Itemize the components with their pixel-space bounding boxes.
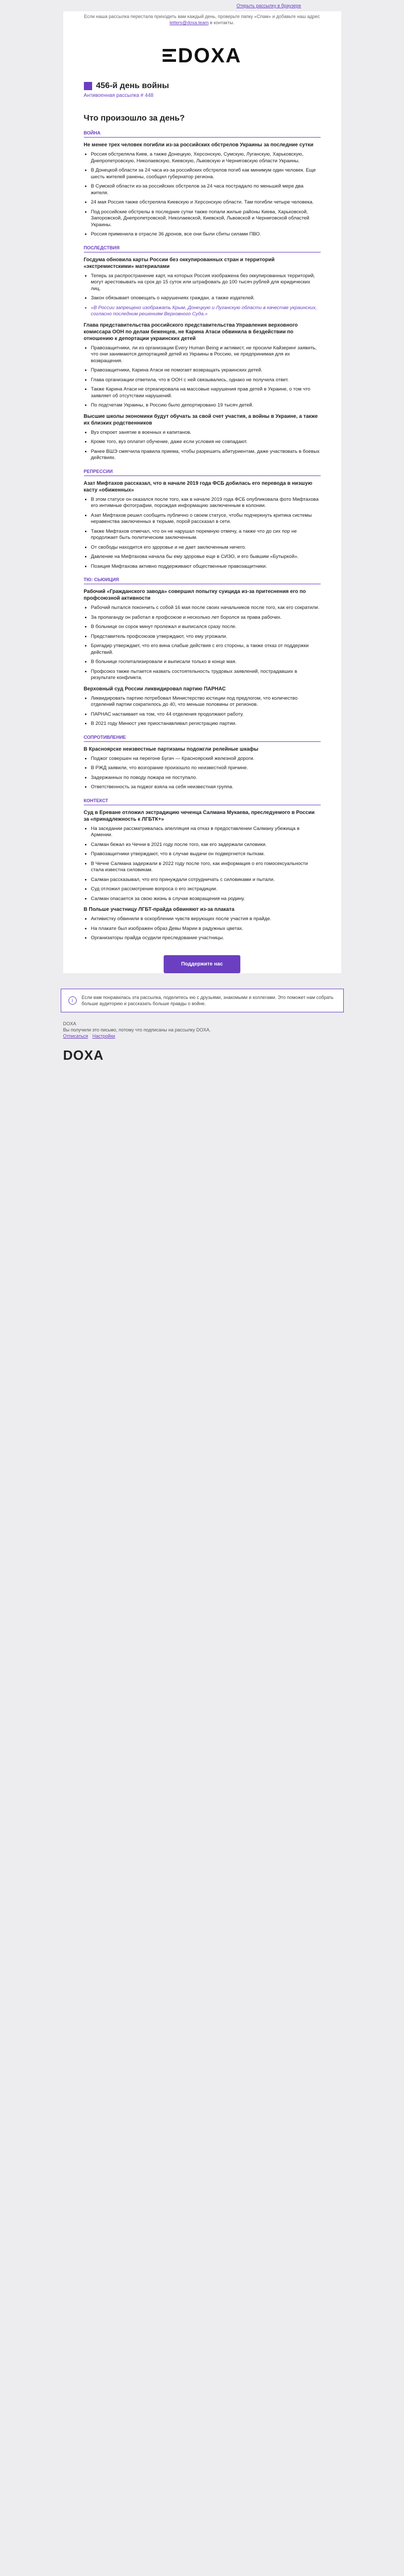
list-item: • Салман рассказывал, что его принуждали сотрудничать с силовиками и пытали. — [91, 877, 321, 884]
list-item: • Также Мифтахов отмечал, что он не нарушал тюремную отмечу, а также что до сих пор не продолжает быть политическим заключенным. — [91, 529, 321, 541]
issue-number: Антивоенная рассылка # 448 — [83, 93, 154, 98]
list-item: • Правозащитники, ли из организации Every Human Being и активист, не просили Кайзеринг заявить, что они занимаются депортацией детей из Украины в Россию, не предпринимая для их возвращения. — [91, 345, 321, 365]
list-item: • Также Карина Атаси не отреагировала на массовые нарушения прав детей в Украине, о том что заявляет об отсутствии нарушений. — [91, 386, 321, 399]
war-day — [84, 81, 321, 91]
list-worker — [84, 605, 321, 682]
list-item: • Кроме того, вуз оплатит обучение, даже если условия не совпадают. — [91, 439, 321, 446]
list-item: • Азат Мифтахов решил сообщить публично о своем статусе, чтобы подчеркнуть критика системы неравенства заключенных в тюрьме, порой рассказал в сети. — [91, 513, 321, 526]
lead-hse: Высшие школы экономики будут обучать за свой счет участия, а войны в Украине, а также их близких родственников — [83, 413, 318, 426]
lead-miftakhov: Азат Мифтахов рассказал, что в начале 2019 года ФСБ добилась его перевода в низшую касту «обиженных» — [83, 480, 312, 493]
unsubscribe-link[interactable]: Отписаться — [63, 1033, 89, 1039]
list-item: • Поджог совершен на перегоне Бугач — Красноярский железной дороги. — [91, 756, 321, 762]
footer-line: Вы получили это письмо, потому что подписаны на рассылку DOXA. — [63, 1027, 211, 1032]
list-item: • На плакате был изображен образ Девы Марии в радужных цветах. — [91, 926, 321, 933]
list-item: • Под российские обстрелы в последние сутки также попали жилые районы Киева, Харьковской, Запорожской, Днепропетровской, Николаевской, Киевской, Львовской и Черниговской областей Украины. — [91, 209, 321, 229]
list-item: • Салман опасается за свою жизнь в случае возвращения на родину. — [91, 896, 321, 903]
page-title: Что произошло за день? — [83, 114, 185, 123]
hero — [84, 81, 321, 98]
list-item: • Ответственность за поджог взяла на себя неизвестная группа. — [91, 784, 321, 791]
logo-text: DOXA — [178, 44, 242, 67]
list-poland — [84, 916, 321, 942]
spam-note-text: Если наша рассылка перестала приходить вам каждый день, проверьте папку «Спам» и добавьте наш адрес — [84, 14, 320, 19]
section-war: ВОЙНА — [84, 130, 321, 138]
list-parnas — [84, 696, 321, 727]
list-item: • Глава организации ответила, что в ООН с ней связывались, однако не получила ответ. — [91, 377, 321, 384]
footer — [63, 1021, 341, 1039]
lead-mukaev: Суд в Ереване отложил экстрадицию чеченца Салмана Мукаева, преследуемого в России за «принадлежность к ЛГБТК+» — [83, 809, 315, 822]
open-in-browser-link[interactable]: Открыть рассылку в браузере — [236, 3, 301, 8]
cta-wrapper — [63, 955, 341, 973]
list-item: • Вуз откроет занятие в военных и капитанов. — [91, 430, 321, 436]
share-notice-text: Если вам понравилась эта рассылка, поделитесь ею с друзьями, знакомыми и коллегами. Это поможет нам собрать больше аудиторию и рассказать больше правды о войне. — [81, 994, 333, 1006]
list-item: • Теперь за распространение карт, на которых Россия изображена без оккупированных территорий, могут арестовывать на срок до 15 суток или штрафовать до 100 тысяч рублей для юридических лиц. — [91, 273, 321, 293]
list-item: • Бригадир утверждает, что его вина слабые действия с его стороны, а также отказ от поддержки действий. — [91, 643, 321, 656]
lead-unhcr: Глава представительства российского представительства Управления верховного комиссара ООН по делам беженцев, не Карина Атаси обвинила в бездействии по отношению к депортации украинских детей — [83, 322, 298, 342]
support-us-button[interactable]: Поддержите нас — [164, 955, 240, 973]
list-item: • Рабочий пытался покончить с собой 16 мая после своих начальников после того, как его сократили. — [91, 605, 321, 612]
list-item: • Россия обстреляла Киев, а также Донецкую, Херсонскую, Сумскую, Луганскую, Харьковскую, Днепропетровскую, Николаевскую, Киевскую, Львовскую и Черниговскую области Украины. — [91, 151, 321, 164]
lead-resistance: В Красноярске неизвестные партизаны подожгли релейные шкафы — [83, 746, 258, 752]
lead-consequences: Госдума обновила карты России без оккупированных стран и территорий «экстремистскими» материалами — [83, 257, 275, 269]
list-item: • По подсчетам Украины, в Россию было депортировано 19 тысяч детей. — [91, 402, 321, 409]
section-resistance: СОПРОТИВЛЕНИЕ — [84, 735, 321, 742]
list-consequences — [84, 273, 321, 318]
list-resistance — [84, 756, 321, 791]
list-item: • В Чечне Салмана задержали в 2022 году после того, как информация о его гомосексуальности стала известна силовикам. — [91, 861, 321, 874]
share-notice — [61, 989, 344, 1012]
war-day-text: 456-й день войны — [96, 81, 169, 90]
doxa-logo — [63, 43, 341, 68]
list-item: • Ранее ВШЭ смягчила правила приема, чтобы разрешить абитуриентам, даже участвовать в боевых действиях. — [91, 449, 321, 462]
footer-logo — [63, 1047, 341, 1063]
list-war — [84, 151, 321, 238]
logo-bars-icon — [163, 48, 176, 63]
list-item: • Профсоюз также пытается назвать состоятельность трудовых заявлений, пострадавших в результате конфликта. — [91, 669, 321, 682]
list-item: • Организаторы прайда осудили преследование участницы. — [91, 935, 321, 942]
section-context: КОНТЕКСТ — [84, 798, 321, 805]
list-item: • Представитель профсоюзов утверждают, что ему угрожали. — [91, 634, 321, 640]
list-item: • За пропаганду он работал в профсоюзе и несколько лет боролся за права рабочих. — [91, 615, 321, 621]
list-item: • В больнице госпитализировали и выписали только в конце мая. — [91, 659, 321, 666]
list-item: • В этом статусе он оказался после того, как в начале 2019 года ФСБ опубликовала фото Мифтахова его интимные фотографии, порождая информацию заключенным в колонии. — [91, 497, 321, 510]
footer-logo-text: DOXA — [63, 1047, 104, 1063]
list-item: • Ликвидировать партию потребовал Министерство юстиции под предлогом, что количество отделений партии сократилось до 40, что меньше половины от регионов. — [91, 696, 321, 708]
newsletter-card — [63, 11, 341, 973]
spam-note — [63, 11, 341, 31]
list-item: • В 2021 году Минюст уже приостанавливал регистрацию партии. — [91, 721, 321, 727]
purple-square-icon — [84, 82, 92, 90]
list-unhcr — [84, 345, 321, 409]
list-item: • Закон обязывает оповещать о нарушениях граждан, а также издателей. — [91, 295, 321, 302]
list-mukaev — [84, 826, 321, 903]
list-item: • В Сумской области из-за российских обстрелов за 24 часа пострадало по меньшей мере два жителя. — [91, 183, 321, 196]
spam-note-tail: в контакты. — [209, 20, 235, 25]
section-repressions: РЕПРЕССИИ — [84, 469, 321, 476]
list-item: • Салман бежал из Чечни в 2021 году после того, как его задержали силовики. — [91, 842, 321, 849]
list-item: • В больнице он сорок минут пролежал и выписался сразу после. — [91, 624, 321, 631]
quote-item: • «В России запрещено изображать Крым, Донецкую и Луганскую области в качестве украинских, согласно последним решениям Верховного Суда.» — [91, 305, 321, 318]
list-miftakhov — [84, 497, 321, 570]
footer-links — [63, 1033, 341, 1039]
footer-name: DOXA — [63, 1021, 77, 1026]
lead-poland: В Польше участницу ЛГБТ-прайда обвиняют из-за плаката — [83, 907, 235, 912]
section-consequences: ПОСЛЕДСТВИЯ — [84, 245, 321, 252]
preferences-link[interactable]: Настройки — [92, 1033, 115, 1039]
list-item: • В РЖД заявили, что возгорание произошло по неизвестной причине. — [91, 765, 321, 772]
list-item: • Правозащитники, Карина Атаси не помогает возвращать украинских детей. — [91, 367, 321, 374]
lead-parnas: Верховный суд России ликвидировал партию ПАРНАС — [83, 686, 226, 692]
list-item: • Россия применила в отрасле 36 дронов, все они были сбиты силами ПВО. — [91, 231, 321, 238]
contact-email-link[interactable]: letters@doxa.team — [169, 20, 209, 25]
list-item: • Активистку обвинили в оскорблении чувств верующих после участия в прайде. — [91, 916, 321, 923]
list-item: • Задержанных по поводу пожара не поступало. — [91, 775, 321, 782]
list-item: • На заседании рассматривалась апелляция на отказ в предоставлении Салману убежища в Армении. — [91, 826, 321, 839]
section-suicide: ТЮ: СЬЮИЦИЯ — [84, 577, 321, 584]
lead-war: Не менее трех человек погибли из-за российских обстрелов Украины за последние сутки — [83, 142, 313, 148]
list-item: • В Донецкой области за 24 часа из-за российских обстрелов погиб как минимум один человек. Еще шесть жителей ранены, сообщил губернатор региона. — [91, 167, 321, 180]
list-item: • Правозащитники утверждают, что в случае выдачи он подвергнется пыткам. — [91, 851, 321, 858]
top-bar — [0, 0, 404, 11]
list-item: • Суд отложил рассмотрение вопроса о его экстрадиции. — [91, 886, 321, 893]
lead-worker: Рабочий «Гражданского завода» совершил попытку суицида из-за притеснения его по профсоюзной активности — [83, 589, 306, 601]
list-item: • 24 мая Россия также обстреляла Киевскую и Херсонскую области. Там погибли четыре человека. — [91, 199, 321, 206]
list-item: • ПАРНАС настаивает на том, что 44 отделения продолжают работу. — [91, 711, 321, 718]
list-item: • Позиция Мифтахова активно поддерживают общественные правозащитники. — [91, 564, 321, 570]
list-hse — [84, 430, 321, 462]
info-icon: i — [68, 996, 77, 1005]
list-item: • Давление на Мифтахова начала бы ему здоровье еще в СИЗО, и его бывшим «Бутыркой». — [91, 554, 321, 561]
list-item: • От свободы находится его здоровье и не дает заключенным ничего. — [91, 545, 321, 551]
